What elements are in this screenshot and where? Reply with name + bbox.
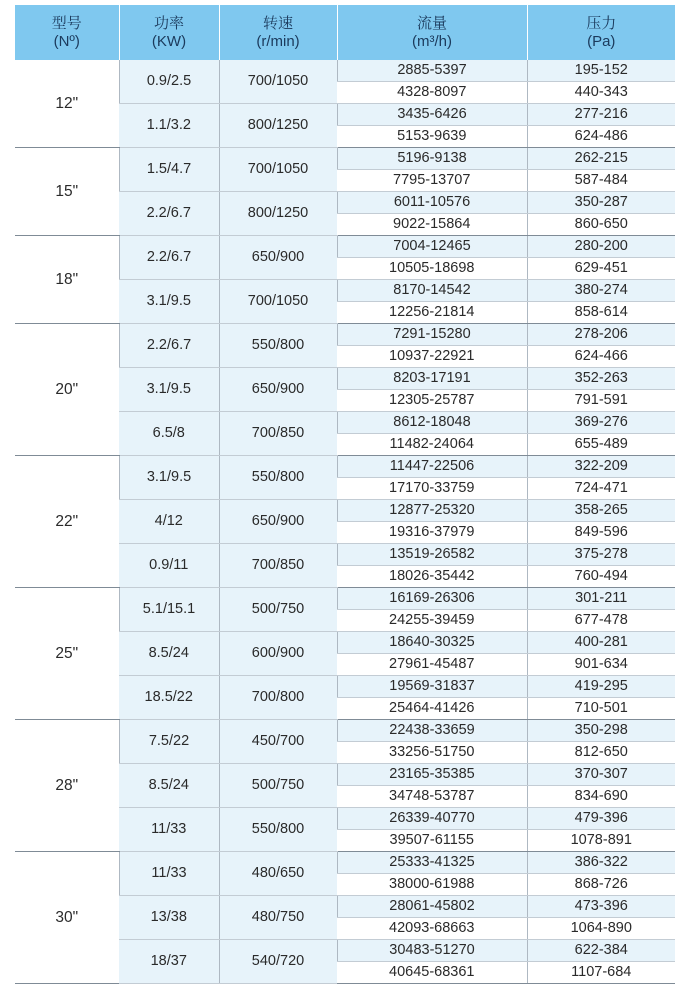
pressure-cell: 724-471 [527,478,675,500]
power-cell: 3.1/9.5 [119,280,219,324]
power-cell: 4/12 [119,500,219,544]
flow-cell: 7004-12465 [337,236,527,258]
power-cell: 11/33 [119,852,219,896]
flow-cell: 11447-22506 [337,456,527,478]
table-row [15,588,675,610]
header-speed-unit: (r/min) [256,32,300,50]
speed-cell: 450/700 [219,720,337,764]
spec-table-container [15,5,675,984]
speed-cell: 700/1050 [219,60,337,104]
flow-cell: 22438-33659 [337,720,527,742]
pressure-cell: 860-650 [527,214,675,236]
model-cell: 20" [15,324,119,456]
power-cell: 11/33 [119,808,219,852]
flow-cell: 12877-25320 [337,500,527,522]
speed-cell: 700/800 [219,676,337,720]
flow-cell: 42093-68663 [337,918,527,940]
flow-cell: 8612-18048 [337,412,527,434]
power-cell: 13/38 [119,896,219,940]
flow-cell: 25333-41325 [337,852,527,874]
flow-cell: 33256-51750 [337,742,527,764]
flow-cell: 8203-17191 [337,368,527,390]
header-row [15,5,675,60]
flow-cell: 6011-10576 [337,192,527,214]
pressure-cell: 622-384 [527,940,675,962]
pressure-cell: 710-501 [527,698,675,720]
pressure-cell: 655-489 [527,434,675,456]
power-cell: 2.2/6.7 [119,192,219,236]
header-flow [337,5,527,60]
speed-cell: 700/850 [219,412,337,456]
speed-cell: 650/900 [219,500,337,544]
speed-cell: 650/900 [219,236,337,280]
pressure-cell: 858-614 [527,302,675,324]
flow-cell: 5153-9639 [337,126,527,148]
header-flow-unit: (m³/h) [412,32,452,50]
speed-cell: 700/850 [219,544,337,588]
speed-cell: 800/1250 [219,192,337,236]
pressure-cell: 901-634 [527,654,675,676]
pressure-cell: 369-276 [527,412,675,434]
table-row [15,148,675,170]
flow-cell: 17170-33759 [337,478,527,500]
model-cell: 28" [15,720,119,852]
flow-cell: 34748-53787 [337,786,527,808]
flow-cell: 16169-26306 [337,588,527,610]
pressure-cell: 624-466 [527,346,675,368]
flow-cell: 38000-61988 [337,874,527,896]
pressure-cell: 278-206 [527,324,675,346]
speed-cell: 800/1250 [219,104,337,148]
speed-cell: 500/750 [219,588,337,632]
pressure-cell: 760-494 [527,566,675,588]
pressure-cell: 350-287 [527,192,675,214]
model-cell: 30" [15,852,119,984]
pressure-cell: 195-152 [527,60,675,82]
power-cell: 0.9/11 [119,544,219,588]
flow-cell: 5196-9138 [337,148,527,170]
pressure-cell: 370-307 [527,764,675,786]
flow-cell: 19316-37979 [337,522,527,544]
header-power-unit: (KW) [151,32,187,50]
pressure-cell: 262-215 [527,148,675,170]
flow-cell: 27961-45487 [337,654,527,676]
speed-cell: 480/750 [219,896,337,940]
model-cell: 22" [15,456,119,588]
pressure-cell: 834-690 [527,786,675,808]
power-cell: 8.5/24 [119,764,219,808]
pressure-cell: 277-216 [527,104,675,126]
flow-cell: 12256-21814 [337,302,527,324]
speed-cell: 550/800 [219,324,337,368]
power-cell: 6.5/8 [119,412,219,456]
flow-cell: 11482-24064 [337,434,527,456]
pressure-cell: 358-265 [527,500,675,522]
flow-cell: 3435-6426 [337,104,527,126]
header-pressure-label: 压力 [586,14,617,32]
power-cell: 3.1/9.5 [119,456,219,500]
pressure-cell: 624-486 [527,126,675,148]
pressure-cell: 587-484 [527,170,675,192]
header-power [119,5,219,60]
table-body [15,60,675,984]
power-cell: 3.1/9.5 [119,368,219,412]
speed-cell: 480/650 [219,852,337,896]
pressure-cell: 868-726 [527,874,675,896]
header-model-unit: (Nº) [53,32,80,50]
pressure-cell: 1107-684 [527,962,675,984]
pressure-cell: 386-322 [527,852,675,874]
header-model-label: 型号 [51,14,82,32]
pressure-cell: 677-478 [527,610,675,632]
speed-cell: 700/1050 [219,148,337,192]
pressure-cell: 301-211 [527,588,675,610]
flow-cell: 28061-45802 [337,896,527,918]
pressure-cell: 812-650 [527,742,675,764]
flow-cell: 18640-30325 [337,632,527,654]
model-cell: 12" [15,60,119,148]
speed-cell: 550/800 [219,456,337,500]
pressure-cell: 375-278 [527,544,675,566]
header-flow-label: 流量 [416,14,447,32]
power-cell: 8.5/24 [119,632,219,676]
model-cell: 18" [15,236,119,324]
speed-cell: 540/720 [219,940,337,984]
fan-spec-table [15,5,675,984]
header-pressure-unit: (Pa) [587,32,616,50]
speed-cell: 500/750 [219,764,337,808]
table-row [15,324,675,346]
flow-cell: 26339-40770 [337,808,527,830]
pressure-cell: 473-396 [527,896,675,918]
flow-cell: 7795-13707 [337,170,527,192]
header-model [15,5,119,60]
table-header [15,5,675,60]
pressure-cell: 419-295 [527,676,675,698]
pressure-cell: 1078-891 [527,830,675,852]
power-cell: 18/37 [119,940,219,984]
flow-cell: 7291-15280 [337,324,527,346]
power-cell: 0.9/2.5 [119,60,219,104]
header-pressure [527,5,675,60]
header-power-label: 功率 [153,14,184,32]
power-cell: 1.5/4.7 [119,148,219,192]
pressure-cell: 400-281 [527,632,675,654]
flow-cell: 40645-68361 [337,962,527,984]
speed-cell: 550/800 [219,808,337,852]
flow-cell: 2885-5397 [337,60,527,82]
flow-cell: 9022-15864 [337,214,527,236]
flow-cell: 12305-25787 [337,390,527,412]
pressure-cell: 1064-890 [527,918,675,940]
flow-cell: 8170-14542 [337,280,527,302]
flow-cell: 10505-18698 [337,258,527,280]
model-cell: 25" [15,588,119,720]
flow-cell: 39507-61155 [337,830,527,852]
table-row [15,236,675,258]
header-speed [219,5,337,60]
table-row [15,720,675,742]
table-row [15,60,675,82]
flow-cell: 19569-31837 [337,676,527,698]
flow-cell: 25464-41426 [337,698,527,720]
flow-cell: 24255-39459 [337,610,527,632]
power-cell: 1.1/3.2 [119,104,219,148]
model-cell: 15" [15,148,119,236]
pressure-cell: 322-209 [527,456,675,478]
flow-cell: 18026-35442 [337,566,527,588]
pressure-cell: 629-451 [527,258,675,280]
pressure-cell: 849-596 [527,522,675,544]
table-row [15,456,675,478]
power-cell: 2.2/6.7 [119,236,219,280]
power-cell: 7.5/22 [119,720,219,764]
speed-cell: 650/900 [219,368,337,412]
power-cell: 18.5/22 [119,676,219,720]
power-cell: 5.1/15.1 [119,588,219,632]
pressure-cell: 352-263 [527,368,675,390]
pressure-cell: 479-396 [527,808,675,830]
pressure-cell: 280-200 [527,236,675,258]
flow-cell: 10937-22921 [337,346,527,368]
flow-cell: 23165-35385 [337,764,527,786]
table-row [15,852,675,874]
flow-cell: 4328-8097 [337,82,527,104]
pressure-cell: 440-343 [527,82,675,104]
speed-cell: 600/900 [219,632,337,676]
header-speed-label: 转速 [262,14,293,32]
flow-cell: 13519-26582 [337,544,527,566]
power-cell: 2.2/6.7 [119,324,219,368]
pressure-cell: 791-591 [527,390,675,412]
pressure-cell: 350-298 [527,720,675,742]
pressure-cell: 380-274 [527,280,675,302]
speed-cell: 700/1050 [219,280,337,324]
flow-cell: 30483-51270 [337,940,527,962]
